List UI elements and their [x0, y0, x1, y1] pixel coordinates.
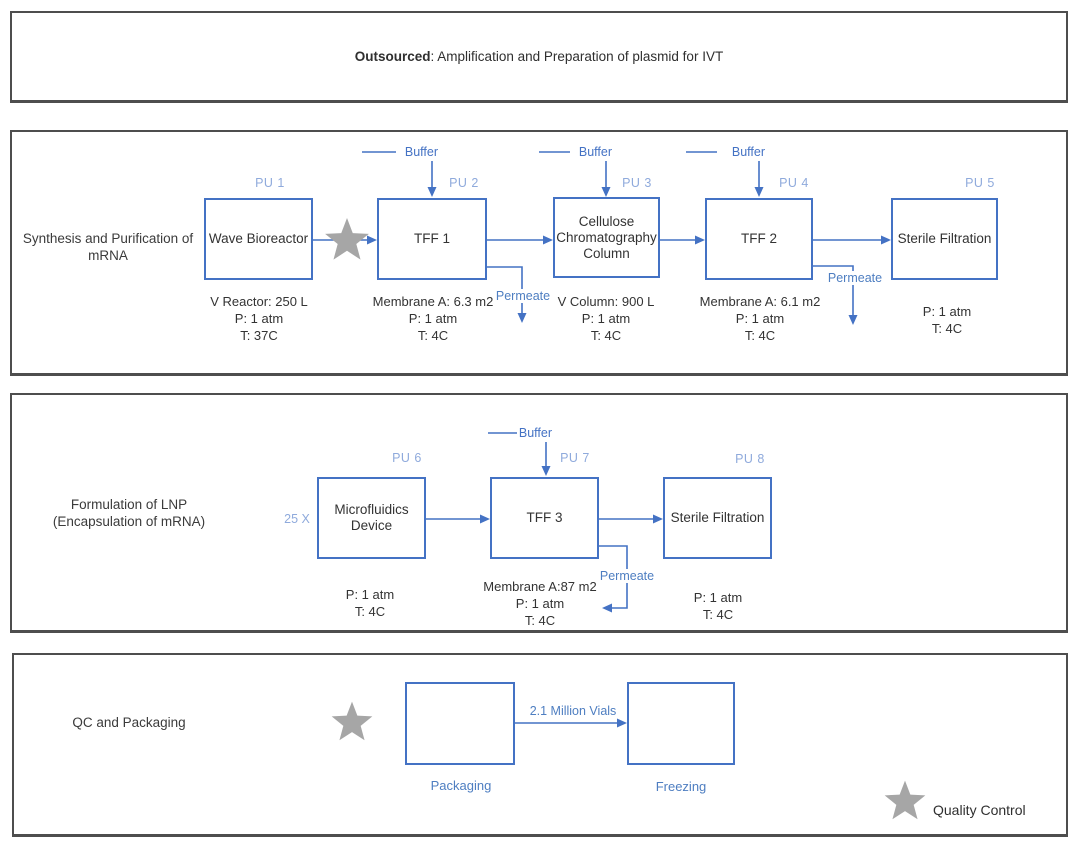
spec-line: Membrane A: 6.1 m2: [699, 294, 821, 309]
spec-line: T: 4C: [702, 607, 734, 622]
vials-flow-label: 2.1 Million Vials: [529, 704, 617, 718]
spec-line: P: 1 atm: [581, 311, 631, 326]
freezing-label: Freezing: [655, 779, 707, 794]
buffer-label: Buffer: [578, 145, 612, 159]
qc-star-icon: [332, 702, 373, 741]
permeate-label: Permeate: [827, 271, 883, 285]
spec-line: P: 1 atm: [408, 311, 458, 326]
outsourced-title: [12, 12, 1066, 100]
pu4-label: PU 4: [779, 176, 809, 190]
tff1-specs: [368, 293, 498, 344]
pu6-label: PU 6: [392, 451, 422, 465]
unit-tff-2: TFF 2: [705, 198, 813, 280]
buffer-label: Buffer: [404, 145, 438, 159]
synthesis-section-label: Synthesis and Purification of mRNA: [22, 231, 194, 263]
spec-line: P: 1 atm: [693, 590, 743, 605]
spec-line: P: 1 atm: [234, 311, 284, 326]
spec-line: P: 1 atm: [922, 304, 972, 319]
spec-line: P: 1 atm: [345, 587, 395, 602]
freezing-box: [627, 682, 735, 765]
spec-line: V Reactor: 250 L: [210, 294, 308, 309]
pu8-label: PU 8: [735, 452, 765, 466]
pu7-label: PU 7: [560, 451, 590, 465]
qc-star-icon: [885, 781, 926, 820]
sterile-filtration1-specs: [882, 303, 1012, 337]
unit-tff-3: TFF 3: [490, 477, 599, 559]
unit-sterile-filtration-2: Sterile Filtration: [663, 477, 772, 559]
spec-line: P: 1 atm: [515, 596, 565, 611]
permeate-label: Permeate: [495, 289, 551, 303]
pu1-label: PU 1: [255, 176, 285, 190]
spec-line: T: 37C: [240, 328, 278, 343]
qc-star-icon: [325, 218, 369, 260]
spec-line: T: 4C: [931, 321, 963, 336]
wave-bioreactor-specs: [194, 293, 324, 344]
buffer-label: Buffer: [518, 426, 552, 440]
unit-wave-bioreactor: Wave Bioreactor: [204, 198, 313, 280]
qc-section-label: QC and Packaging: [72, 715, 186, 730]
unit-tff-1: TFF 1: [377, 198, 487, 280]
unit-microfluidics-device: Microfluidics Device: [317, 477, 426, 559]
spec-line: T: 4C: [744, 328, 776, 343]
spec-line: V Column: 900 L: [557, 294, 655, 309]
sterile-filtration2-specs: [653, 589, 783, 623]
packaging-label: Packaging: [430, 778, 492, 793]
permeate-label: Permeate: [599, 569, 655, 583]
pu3-label: PU 3: [622, 176, 652, 190]
multiplier-label: 25 X: [284, 512, 310, 526]
microfluidics-specs: [305, 586, 435, 620]
formulation-section-label: Formulation of LNP (Encapsulation of mRNA): [52, 497, 206, 529]
pu5-label: PU 5: [965, 176, 995, 190]
spec-line: T: 4C: [354, 604, 386, 619]
spec-line: P: 1 atm: [735, 311, 785, 326]
unit-cellulose-chromatography-column: Cellulose Chromatography Column: [553, 197, 660, 278]
pu2-label: PU 2: [449, 176, 479, 190]
unit-sterile-filtration-1: Sterile Filtration: [891, 198, 998, 280]
spec-line: T: 4C: [417, 328, 449, 343]
buffer-label: Buffer: [731, 145, 765, 159]
packaging-box: [405, 682, 515, 765]
spec-line: Membrane A: 6.3 m2: [372, 294, 494, 309]
outsourced-title-rest: : Amplification and Preparation of plasmid for IVT: [430, 48, 724, 64]
tff2-specs: [695, 293, 825, 344]
outsourced-title-bold: Outsourced: [354, 48, 431, 64]
spec-line: Membrane A:87 m2: [483, 579, 597, 594]
spec-line: T: 4C: [524, 613, 556, 628]
cellulose-column-specs: [541, 293, 671, 344]
tff3-specs: [475, 578, 605, 629]
quality-control-legend-label: Quality Control: [933, 802, 1026, 818]
spec-line: T: 4C: [590, 328, 622, 343]
